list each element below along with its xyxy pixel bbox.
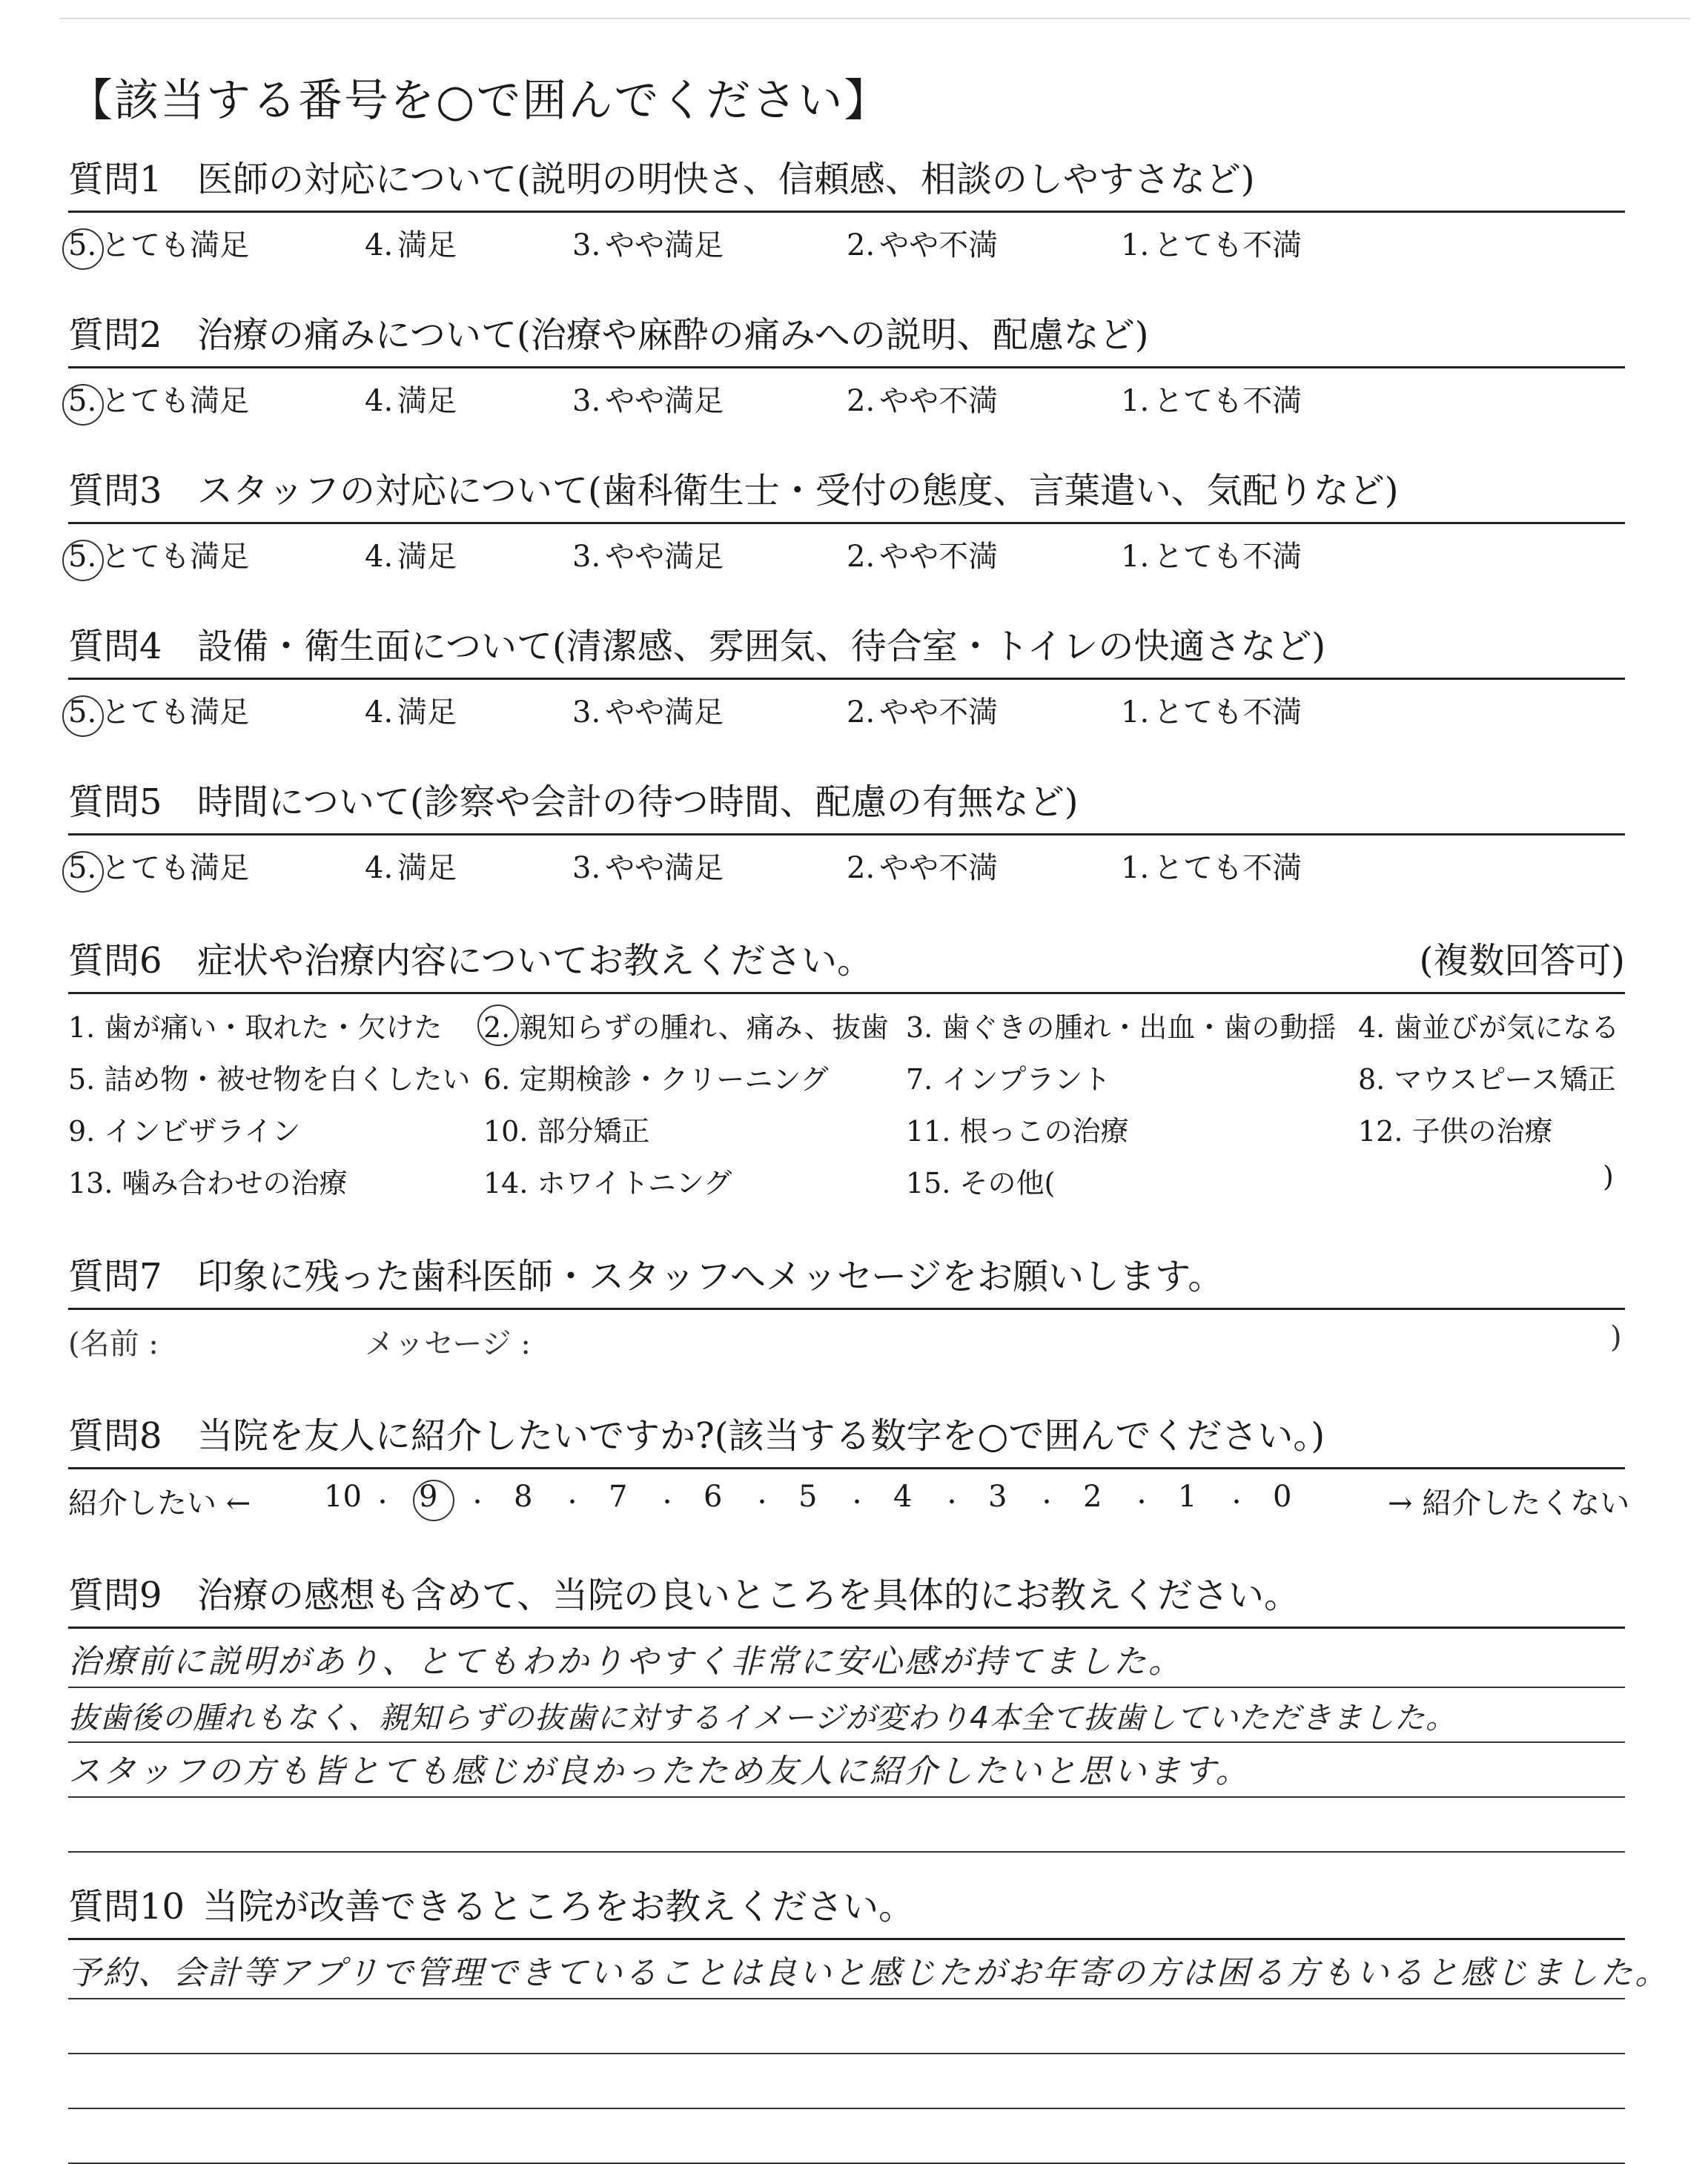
question-rule bbox=[68, 678, 1625, 680]
question-number: 質問3 bbox=[68, 470, 162, 512]
scale-separator: ・ bbox=[656, 1490, 678, 1516]
answer-line bbox=[68, 1798, 1625, 1853]
rating-label: やや満足 bbox=[605, 384, 724, 418]
question-1 bbox=[68, 156, 1625, 263]
scale-separator: ・ bbox=[941, 1490, 963, 1516]
rating-number: 5. bbox=[68, 540, 97, 574]
scale-separator: ・ bbox=[561, 1490, 583, 1516]
symptom-option[interactable]: 4. 歯並びが気になる bbox=[1358, 1011, 1620, 1044]
question-number: 質問4 bbox=[68, 626, 162, 667]
rating-option[interactable] bbox=[365, 222, 457, 264]
question-text: 時間について(診察や会計の待つ時間、配慮の有無など) bbox=[197, 781, 1079, 823]
rating-option[interactable] bbox=[572, 689, 724, 731]
symptom-option[interactable]: 8. マウスピース矯正 bbox=[1358, 1063, 1616, 1096]
symptom-option[interactable]: 6. 定期検診・クリーニング bbox=[483, 1063, 829, 1096]
rating-label: やや満足 bbox=[605, 228, 724, 262]
scale-separator: ・ bbox=[466, 1490, 489, 1516]
page-top-border bbox=[59, 18, 1690, 19]
handwritten-answer bbox=[68, 1633, 1625, 1853]
recommend-left-label: 紹介したい ← bbox=[68, 1486, 251, 1521]
rating-label: とても満足 bbox=[101, 851, 250, 885]
rating-label: 満足 bbox=[397, 540, 457, 574]
answer-text: スタッフの方も皆とても感じが良かったため友人に紹介したいと思います。 bbox=[68, 1753, 1251, 1790]
rating-number: 3. bbox=[572, 228, 601, 262]
message-label: メッセージ : bbox=[365, 1327, 531, 1361]
rating-label: やや不満 bbox=[879, 851, 999, 885]
question-number: 質問2 bbox=[68, 314, 162, 356]
rating-label: やや不満 bbox=[879, 228, 999, 262]
rating-number: 4. bbox=[365, 228, 394, 262]
scale-value[interactable]: 0 bbox=[1273, 1480, 1292, 1514]
rating-label: 満足 bbox=[397, 695, 457, 729]
scale-value[interactable]: 3 bbox=[988, 1480, 1007, 1514]
message-row bbox=[68, 1320, 1625, 1361]
rating-number: 5. bbox=[68, 384, 97, 418]
symptom-option[interactable]: 1. 歯が痛い・取れた・欠けた bbox=[68, 1011, 443, 1044]
question-9 bbox=[68, 1572, 1625, 1853]
rating-label: やや不満 bbox=[879, 384, 999, 418]
rating-option[interactable] bbox=[1121, 377, 1302, 420]
answer-line bbox=[68, 1999, 1625, 2054]
rating-option[interactable] bbox=[572, 533, 724, 575]
rating-number: 1. bbox=[1121, 695, 1150, 729]
rating-label: とても不満 bbox=[1153, 540, 1302, 574]
recommend-scale bbox=[68, 1480, 1630, 1524]
question-2 bbox=[68, 311, 1625, 419]
rating-option[interactable] bbox=[847, 222, 998, 264]
rating-number: 1. bbox=[1121, 228, 1150, 262]
answer-text: 抜歯後の腫れもなく、親知らずの抜歯に対するイメージが変わり4本全て抜歯していただきました。 bbox=[68, 1700, 1457, 1735]
rating-label: とても満足 bbox=[101, 228, 250, 262]
question-text: 治療の感想も含めて、当院の良いところを具体的にお教えください。 bbox=[197, 1575, 1300, 1616]
symptom-option[interactable]: 3. 歯ぐきの腫れ・出血・歯の動揺 bbox=[906, 1011, 1337, 1044]
question-6 bbox=[68, 937, 1625, 1212]
question-number: 質問9 bbox=[68, 1575, 162, 1616]
other-close-paren: ) bbox=[1603, 1160, 1614, 1193]
rating-options bbox=[68, 530, 1625, 575]
recommend-right-label: → 紹介したくない bbox=[1388, 1486, 1630, 1521]
rating-label: とても満足 bbox=[101, 540, 250, 574]
answer-line bbox=[68, 1633, 1625, 1688]
question-rule bbox=[68, 1308, 1625, 1310]
rating-number: 3. bbox=[572, 851, 601, 885]
rating-number: 4. bbox=[365, 695, 394, 729]
rating-label: とても不満 bbox=[1153, 228, 1302, 262]
rating-label: とても満足 bbox=[101, 384, 250, 418]
question-number: 質問7 bbox=[68, 1256, 162, 1297]
rating-number: 1. bbox=[1121, 384, 1150, 418]
rating-label: やや不満 bbox=[879, 695, 999, 729]
scale-separator: ・ bbox=[1131, 1490, 1153, 1516]
question-text: 印象に残った歯科医師・スタッフへメッセージをお願いします。 bbox=[197, 1256, 1224, 1297]
question-rule bbox=[68, 1938, 1625, 1940]
rating-option[interactable] bbox=[847, 844, 998, 887]
question-text: 症状や治療内容についてお教えください。 bbox=[197, 940, 873, 982]
question-rule bbox=[68, 366, 1625, 368]
question-text: 治療の痛みについて(治療や麻酔の痛みへの説明、配慮など) bbox=[197, 314, 1149, 356]
rating-label: とても不満 bbox=[1153, 384, 1302, 418]
symptom-option[interactable]: 11. 根っこの治療 bbox=[906, 1115, 1129, 1148]
answer-line bbox=[68, 2109, 1625, 2164]
scale-value[interactable]: 8 bbox=[514, 1480, 533, 1514]
rating-label: とても不満 bbox=[1153, 695, 1302, 729]
rating-options bbox=[68, 219, 1625, 263]
scale-value[interactable]: 4 bbox=[893, 1480, 913, 1514]
symptom-option[interactable]: 15. その他( bbox=[906, 1167, 1056, 1200]
rating-option[interactable] bbox=[847, 377, 998, 420]
rating-number: 4. bbox=[365, 540, 394, 574]
symptom-option[interactable]: 14. ホワイトニング bbox=[483, 1167, 732, 1200]
rating-option[interactable] bbox=[847, 689, 998, 731]
question-7 bbox=[68, 1253, 1625, 1361]
question-number: 質問5 bbox=[68, 781, 162, 823]
rating-number: 3. bbox=[572, 695, 601, 729]
rating-label: とても満足 bbox=[101, 695, 250, 729]
scale-value[interactable]: 7 bbox=[609, 1480, 628, 1514]
question-rule bbox=[68, 1467, 1625, 1469]
rating-label: とても不満 bbox=[1153, 851, 1302, 885]
question-number: 質問1 bbox=[68, 159, 162, 200]
rating-option[interactable] bbox=[68, 533, 249, 575]
rating-label: 満足 bbox=[397, 384, 457, 418]
scale-separator: ・ bbox=[1036, 1490, 1058, 1516]
question-rule bbox=[68, 833, 1625, 836]
rating-number: 2. bbox=[847, 695, 875, 729]
scale-separator: ・ bbox=[1225, 1490, 1248, 1516]
question-text: 設備・衛生面について(清潔感、雰囲気、待合室・トイレの快適さなど) bbox=[197, 626, 1326, 667]
rating-number: 4. bbox=[365, 851, 394, 885]
scale-value[interactable]: 10 bbox=[324, 1480, 362, 1514]
question-text: 当院が改善できるところをお教えください。 bbox=[202, 1886, 915, 1928]
rating-number: 5. bbox=[68, 228, 97, 262]
rating-number: 2. bbox=[847, 851, 875, 885]
question-10 bbox=[68, 1883, 1670, 2164]
message-close-paren: ) bbox=[1610, 1320, 1622, 1354]
rating-option[interactable] bbox=[365, 377, 457, 420]
question-5 bbox=[68, 778, 1625, 886]
symptom-option[interactable]: 5. 詰め物・被せ物を白くしたい bbox=[68, 1063, 471, 1096]
rating-number: 1. bbox=[1121, 851, 1150, 885]
question-4 bbox=[68, 623, 1625, 730]
scale-value[interactable]: 2 bbox=[1083, 1480, 1102, 1514]
scale-separator: ・ bbox=[371, 1490, 394, 1516]
rating-number: 3. bbox=[572, 384, 601, 418]
rating-option[interactable] bbox=[365, 844, 457, 887]
answer-text: 治療前に説明があり、とてもわかりやすく非常に安心感が持てました。 bbox=[68, 1643, 1183, 1681]
rating-options bbox=[68, 374, 1625, 419]
scale-value[interactable]: 6 bbox=[704, 1480, 723, 1514]
rating-option[interactable] bbox=[572, 377, 724, 420]
rating-number: 4. bbox=[365, 384, 394, 418]
answer-line bbox=[68, 1743, 1625, 1798]
rating-label: やや満足 bbox=[605, 851, 724, 885]
multiple-answers-note: (複数回答可) bbox=[1419, 940, 1625, 982]
rating-label: やや不満 bbox=[879, 540, 999, 574]
rating-number: 3. bbox=[572, 540, 601, 574]
scale-separator: ・ bbox=[751, 1490, 773, 1516]
symptom-option[interactable]: 9. インビザライン bbox=[68, 1115, 301, 1148]
scale-value[interactable]: 5 bbox=[798, 1480, 818, 1514]
rating-option[interactable] bbox=[847, 533, 998, 575]
symptom-option[interactable]: 12. 子供の治療 bbox=[1358, 1115, 1553, 1148]
rating-number: 2. bbox=[847, 228, 875, 262]
answer-line bbox=[68, 1945, 1670, 1999]
rating-label: 満足 bbox=[397, 228, 457, 262]
name-label: (名前 : bbox=[68, 1327, 159, 1361]
question-text: 医師の対応について(説明の明快さ、信頼感、相談のしやすさなど) bbox=[197, 159, 1255, 200]
symptom-option[interactable]: 2. 親知らずの腫れ、痛み、抜歯 bbox=[483, 1005, 889, 1045]
rating-option[interactable] bbox=[572, 844, 724, 887]
rating-option[interactable] bbox=[1121, 689, 1302, 731]
symptom-option[interactable]: 7. インプラント bbox=[906, 1063, 1111, 1096]
rating-option[interactable] bbox=[68, 222, 249, 264]
scale-separator: ・ bbox=[846, 1490, 868, 1516]
rating-label: 満足 bbox=[397, 851, 457, 885]
rating-number: 2. bbox=[847, 540, 875, 574]
answer-line bbox=[68, 2054, 1625, 2109]
rating-option[interactable] bbox=[1121, 533, 1302, 575]
symptom-option[interactable]: 10. 部分矯正 bbox=[483, 1115, 650, 1148]
question-3 bbox=[68, 467, 1625, 575]
question-8 bbox=[68, 1412, 1630, 1524]
question-rule bbox=[68, 522, 1625, 524]
rating-number: 5. bbox=[68, 851, 97, 885]
answer-line bbox=[68, 1688, 1625, 1743]
symptom-options bbox=[68, 1005, 1625, 1212]
handwritten-answer bbox=[68, 1945, 1670, 2164]
rating-option[interactable] bbox=[365, 689, 457, 731]
rating-label: やや満足 bbox=[605, 540, 724, 574]
question-rule bbox=[68, 992, 1625, 994]
symptom-option[interactable]: 13. 噛み合わせの治療 bbox=[68, 1167, 348, 1200]
question-rule bbox=[68, 211, 1625, 213]
answer-text: 予約、会計等アプリで管理できていることは良いと感じたがお年寄の方は困る方もいると感じました。 bbox=[68, 1954, 1670, 1992]
rating-option[interactable] bbox=[68, 377, 249, 420]
rating-option[interactable] bbox=[1121, 222, 1302, 264]
rating-number: 1. bbox=[1121, 540, 1150, 574]
question-number: 質問8 bbox=[68, 1415, 162, 1457]
question-text: 当院を友人に紹介したいですか?(該当する数字を○で囲んでください。) bbox=[197, 1415, 1325, 1457]
question-rule bbox=[68, 1627, 1625, 1629]
scale-value[interactable]: 9 bbox=[419, 1480, 438, 1514]
rating-option[interactable] bbox=[68, 844, 249, 887]
question-number: 質問6 bbox=[68, 940, 162, 982]
scale-value[interactable]: 1 bbox=[1178, 1480, 1197, 1514]
rating-option[interactable] bbox=[1121, 844, 1302, 887]
rating-options bbox=[68, 686, 1625, 730]
rating-option[interactable] bbox=[572, 222, 724, 264]
question-text: スタッフの対応について(歯科衛生士・受付の態度、言葉遣い、気配りなど) bbox=[197, 470, 1399, 512]
page-header: 【該当する番号を○で囲んでください】 bbox=[68, 75, 890, 127]
rating-options bbox=[68, 841, 1625, 886]
rating-option[interactable] bbox=[68, 689, 249, 731]
question-number: 質問10 bbox=[68, 1886, 185, 1928]
rating-label: やや満足 bbox=[605, 695, 724, 729]
rating-number: 5. bbox=[68, 695, 97, 729]
rating-option[interactable] bbox=[365, 533, 457, 575]
rating-number: 2. bbox=[847, 384, 875, 418]
